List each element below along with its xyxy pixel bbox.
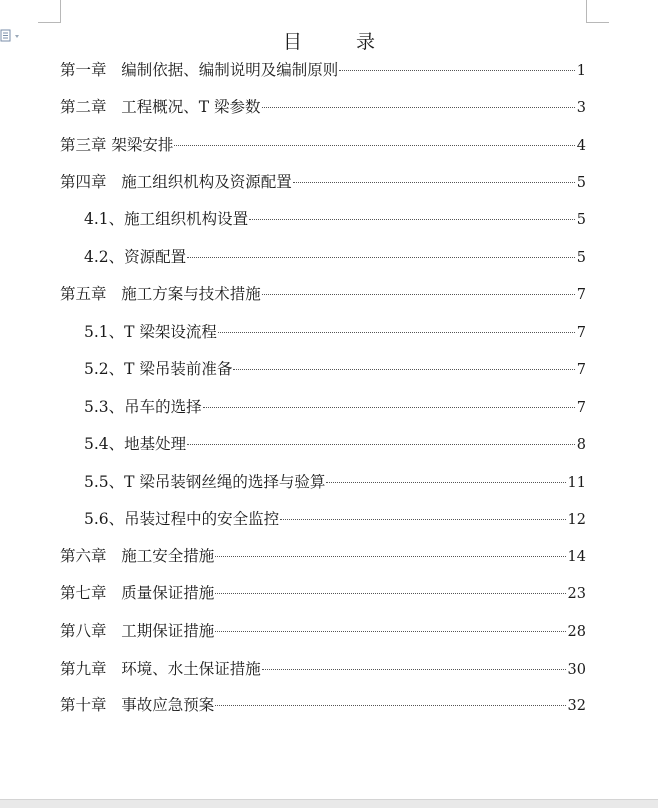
toc-entry-page-number: 3 — [576, 100, 586, 116]
toc-entry-label: 5.6、吊装过程中的安全监控 — [84, 510, 280, 528]
toc-entry[interactable] — [60, 133, 586, 157]
toc-entry-label: 4.1、施工组织机构设置 — [84, 210, 249, 228]
toc-entry-page-number: 32 — [567, 698, 586, 714]
toc-dot-leader — [293, 182, 575, 183]
toc-entry-page-number: 7 — [576, 400, 586, 416]
toc-title: 目 录 — [282, 31, 400, 53]
toc-entry-label: 第二章 工程概况、T 梁参数 — [60, 98, 261, 116]
toc-entry-page-number: 28 — [567, 624, 586, 640]
toc-entry-page-number: 8 — [576, 437, 586, 453]
toc-entry-page-number: 5 — [576, 250, 586, 266]
toc-entry-page-number: 12 — [567, 512, 586, 528]
toc-dot-leader — [187, 444, 575, 445]
toc-dot-leader — [215, 705, 565, 706]
toc-entry-label: 第七章 质量保证措施 — [60, 584, 215, 602]
toc-entry-label: 第八章 工期保证措施 — [60, 622, 215, 640]
toc-entry-label: 第五章 施工方案与技术措施 — [60, 285, 261, 303]
toc-entry-label: 第六章 施工安全措施 — [60, 547, 215, 565]
crop-mark-top-right — [586, 0, 609, 23]
toc-dot-leader — [233, 369, 574, 370]
toc-entry-label: 5.2、T 梁吊装前准备 — [84, 360, 233, 378]
toc-entry-label: 5.5、T 梁吊装钢丝绳的选择与验算 — [84, 473, 326, 491]
toc-entry[interactable] — [84, 395, 586, 419]
toc-entry[interactable] — [60, 581, 586, 605]
toc-entry-page-number: 1 — [576, 63, 586, 79]
toc-entry-label: 5.4、地基处理 — [84, 435, 187, 453]
toc-dot-leader — [262, 294, 575, 295]
toc-entry[interactable] — [60, 619, 586, 643]
status-bar-edge — [0, 799, 658, 808]
toc-entry-page-number: 5 — [576, 212, 586, 228]
crop-mark-top-left — [38, 0, 61, 23]
toc-dot-leader — [262, 107, 575, 108]
toc-entry-label: 第一章 编制依据、编制说明及编制原则 — [60, 61, 339, 79]
toc-entry-label: 第四章 施工组织机构及资源配置 — [60, 173, 292, 191]
toc-entry[interactable] — [84, 320, 586, 344]
toc-entry-page-number: 7 — [576, 287, 586, 303]
toc-entry-label: 第十章 事故应急预案 — [60, 696, 215, 714]
toc-entry-page-number: 23 — [567, 586, 586, 602]
toc-entry-page-number: 5 — [576, 175, 586, 191]
toc-entry[interactable] — [60, 693, 586, 717]
toc-entry-label: 5.3、吊车的选择 — [84, 398, 202, 416]
toc-entry-label: 5.1、T 梁架设流程 — [84, 323, 217, 341]
toc-entry-page-number: 4 — [576, 138, 586, 154]
toc-dot-leader — [187, 257, 575, 258]
toc-entry-label: 第三章 架梁安排 — [60, 136, 174, 154]
toc-entry-page-number: 7 — [576, 325, 586, 341]
toc-entry[interactable] — [84, 470, 586, 494]
toc-dot-leader — [215, 631, 565, 632]
toc-dot-leader — [218, 332, 575, 333]
toc-dot-leader — [326, 482, 565, 483]
toc-entry[interactable] — [84, 245, 586, 269]
toc-dot-leader — [262, 669, 566, 670]
toc-dot-leader — [215, 556, 565, 557]
toc-entry-page-number: 14 — [567, 549, 586, 565]
toc-entry[interactable] — [84, 507, 586, 531]
toc-entry[interactable] — [84, 357, 586, 381]
toc-dot-leader — [215, 593, 565, 594]
toc-entry[interactable] — [60, 58, 586, 82]
toc-entry-label: 4.2、资源配置 — [84, 248, 187, 266]
toc-dot-leader — [203, 407, 575, 408]
toc-entry[interactable] — [60, 657, 586, 681]
toc-dot-leader — [280, 519, 565, 520]
toc-entry[interactable] — [60, 282, 586, 306]
toc-entry-page-number: 30 — [567, 662, 586, 678]
toc-entry[interactable] — [60, 95, 586, 119]
toc-entry[interactable] — [60, 544, 586, 568]
toc-dot-leader — [174, 145, 574, 146]
toc-entry[interactable] — [84, 207, 586, 231]
toc-dot-leader — [339, 70, 574, 71]
toc-entry[interactable] — [60, 170, 586, 194]
toc-entry-page-number: 7 — [576, 362, 586, 378]
toc-entry-label: 第九章 环境、水土保证措施 — [60, 660, 261, 678]
toc-entry-page-number: 11 — [567, 475, 586, 491]
toc-dot-leader — [249, 219, 575, 220]
toc-entry[interactable] — [84, 432, 586, 456]
